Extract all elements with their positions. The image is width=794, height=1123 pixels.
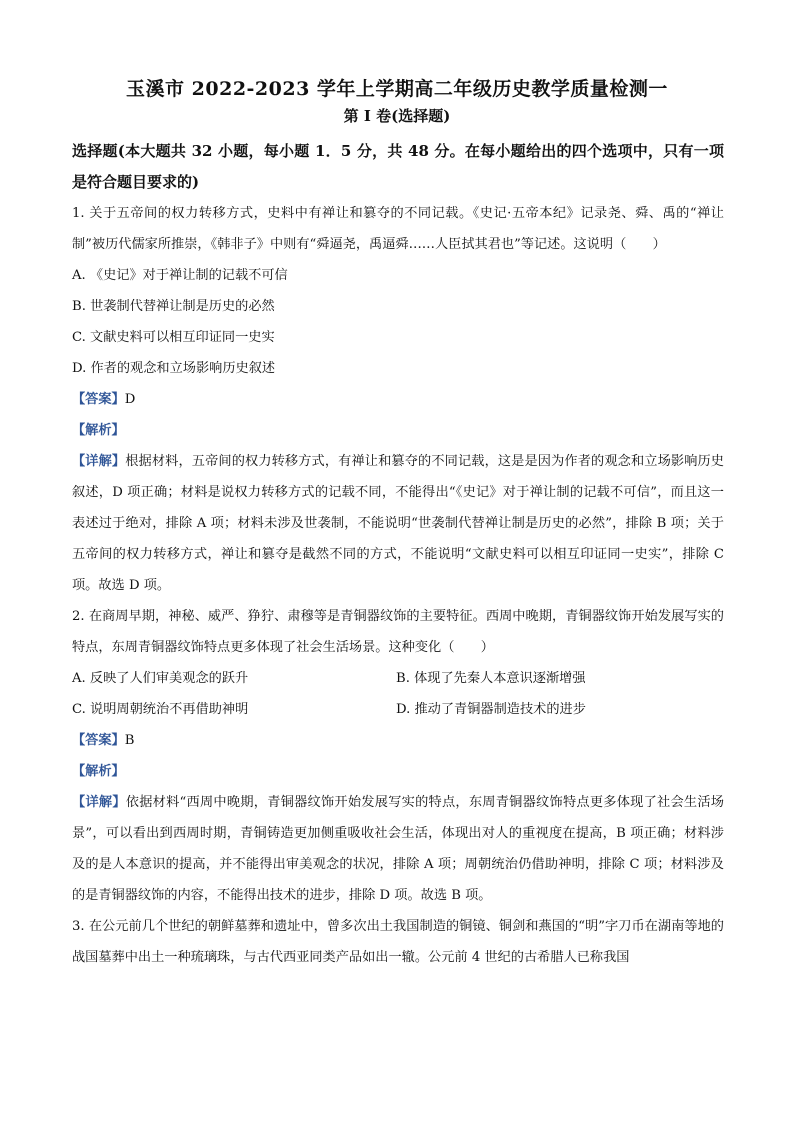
option-b: B. 体现了先秦人本意识逐渐增强 <box>396 671 586 686</box>
document-body <box>72 136 724 973</box>
analysis-tag: 【解析】 <box>72 423 125 438</box>
answer-value: D <box>124 392 136 407</box>
option-c: C. 文献史料可以相互印证同一史实 <box>72 330 275 345</box>
option-b: B. 世袭制代替禅让制是历史的必然 <box>72 299 275 314</box>
detail-text: 依据材料“西周中晚期，青铜器纹饰开始发展写实的特点，东周青铜器纹饰特点更多体现了社会生活场景”，可以看出到西周时期，青铜铸造更加侧重吸收社会生活，体现出对人的重视度在提高，B 项正确；材料涉及的是人本意识的提高，并不能得出审美观念的状况，排除 A 项；周朝统治仍借助神明，排除 C 项；材料涉及的是青铜器纹饰的内容，不能得出技术的进步，排除 D 项。故选 B 项。 <box>72 795 724 903</box>
option-d: D. 推动了青铜器制造技术的进步 <box>396 702 586 717</box>
question-1 <box>72 198 724 601</box>
detail-paragraph <box>72 787 724 911</box>
option-c: C. 说明周朝统治不再借助神明 <box>72 702 249 717</box>
options-row-2 <box>72 694 724 725</box>
question-stem: 2. 在商周早期，神秘、威严、狰狞、肃穆等是青铜器纹饰的主要特征。西周中晚期，青铜器纹饰开始发展写实的特点，东周青铜器纹饰特点更多体现了社会生活场景。这种变化（ ） <box>72 609 724 655</box>
question-3 <box>72 911 724 973</box>
option-a: A. 反映了人们审美观念的跃升 <box>72 671 249 686</box>
answer-tag: 【答案】 <box>72 392 125 407</box>
detail-tag: 【详解】 <box>72 454 126 469</box>
question-2 <box>72 601 724 911</box>
page-subtitle: 第 I 卷(选择题) <box>343 107 451 125</box>
option-d: D. 作者的观念和立场影响历史叙述 <box>72 361 276 376</box>
option-a: A. 《史记》对于禅让制的记载不可信 <box>72 268 288 283</box>
analysis-line <box>72 756 724 787</box>
options-row-1 <box>72 663 724 694</box>
detail-paragraph <box>72 446 724 601</box>
section-heading: 选择题(本大题共 32 小题，每小题 1．5 分，共 48 分。在每小题给出的四个选项中，只有一项是符合题目要求的) <box>72 142 724 191</box>
analysis-tag: 【解析】 <box>72 764 125 779</box>
analysis-line <box>72 415 724 446</box>
answer-line <box>72 384 724 415</box>
answer-tag: 【答案】 <box>72 733 125 748</box>
detail-tag: 【详解】 <box>72 795 126 810</box>
page-title: 玉溪市 2022-2023 学年上学期高二年级历史教学质量检测一 <box>126 78 668 100</box>
answer-value: B <box>124 733 135 748</box>
answer-line <box>72 725 724 756</box>
question-stem: 3. 在公元前几个世纪的朝鲜墓葬和遗址中，曾多次出土我国制造的铜镜、铜剑和燕国的“明”字刀币在湖南等地的战国墓葬中出土一种琉璃珠，与古代西亚同类产品如出一辙。公元前 4 世纪的古希腊人已称我国 <box>72 919 724 965</box>
detail-text: 根据材料，五帝间的权力转移方式，有禅让和篡夺的不同记载，这是是因为作者的观念和立场影响历史叙述，D 项正确；材料是说权力转移方式的记载不同，不能得出“《史记》对于禅让制的记载不可信”，而且这一表述过于绝对，排除 A 项；材料未涉及世袭制，不能说明“世袭制代替禅让制是历史的必然”，排除 B 项；关于五帝间的权力转移方式，禅让和篡夺是截然不同的方式，不能说明“文献史料可以相互印证同一史实”，排除 C 项。故选 D 项。 <box>72 454 724 593</box>
question-stem: 1. 关于五帝间的权力转移方式，史料中有禅让和篡夺的不同记载。《史记·五帝本纪》记录尧、舜、禹的“禅让制”被历代儒家所推崇，《韩非子》中则有“舜逼尧，禹逼舜……人臣拭其君也”等记述。这说明（ ） <box>72 206 724 252</box>
